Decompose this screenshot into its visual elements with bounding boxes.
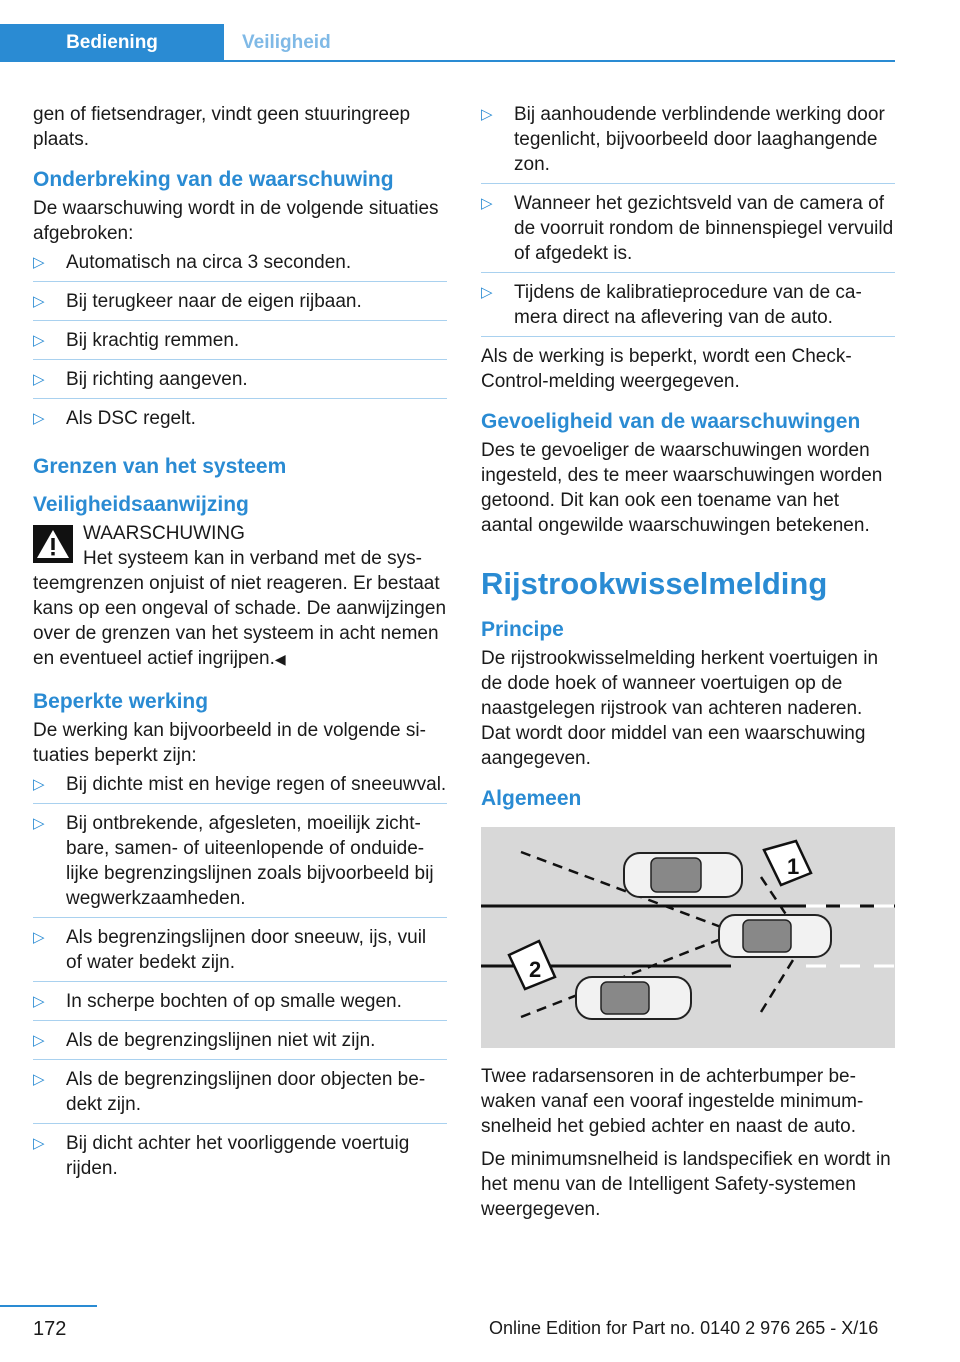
edition-footer: Online Edition for Part no. 0140 2 976 265 - X/16	[489, 1318, 879, 1338]
paragraph-minimumsnelheid: De minimumsnelheid is landspecifiek en wordt in het menu van de Intelligent Safety-systemen weergegeven.	[481, 1149, 891, 1220]
list-item: ▷ Tijdens de kalibratieprocedure van de camera direct na aflevering van de auto.	[481, 280, 895, 337]
intro-text: gen of fietsendrager, vindt geen stuuringreep plaats.	[33, 104, 411, 150]
list-item: ▷ Bij krachtig remmen.	[33, 328, 447, 360]
list-item: ▷ Wanneer het gezichtsveld van de camera of de voorruit rondom de binnenspiegel vervuild of afgedekt is.	[481, 191, 895, 273]
header-rule	[0, 60, 895, 62]
svg-text:1: 1	[787, 854, 800, 879]
list-onderbreking	[33, 250, 447, 437]
warning-title: WAARSCHUWING	[83, 523, 245, 544]
left-column	[33, 102, 447, 1194]
tab-veiligheid[interactable]: Veiligheid	[242, 32, 331, 53]
car-icon	[719, 915, 831, 957]
warning-text: Het systeem kan in verband met de systeemgrenzen onjuist of niet reageren. Er bestaat kans op een ongeval of schade. De aanwijzingen over de grenzen van het systeem in acht nemen en eventueel actief ingrijpen.	[33, 548, 447, 669]
list-item: ▷ Bij terugkeer naar de eigen rijbaan.	[33, 289, 447, 321]
end-mark-icon: ◀	[274, 651, 286, 667]
tab-bediening[interactable]: Bediening	[0, 24, 224, 62]
paragraph-radarsensoren: Twee radarsensoren in de achterbumper bewaken vanaf een vooraf ingestelde minimumsnelheid het gebied achter en naast de auto.	[481, 1066, 864, 1137]
list-item: ▷ Bij ontbrekende, afgesleten, moeilijk zichtbare, samen- of uiteenlopende of onduidelijke begrenzingslijnen zoals bijvoorbeeld bij wegwerkzaamheden.	[33, 811, 447, 918]
heading-onderbreking: Onderbreking van de waarschuwing	[33, 168, 394, 191]
list-beperkt	[33, 772, 447, 1187]
list-item: ▷ Bij dicht achter het voorliggende voertuig rijden.	[33, 1131, 447, 1187]
lane-change-illustration	[481, 827, 895, 1048]
list-item: ▷ Als begrenzingslijnen door sneeuw, ijs, vuil of water bedekt zijn.	[33, 925, 447, 982]
heading-grenzen: Grenzen van het systeem	[33, 455, 287, 478]
list-item: ▷ In scherpe bochten of op smalle wegen.	[33, 989, 447, 1021]
paragraph-situaties: De waarschuwing wordt in de volgende situaties afgebroken:	[33, 198, 439, 244]
chapter-tabs	[0, 0, 895, 62]
right-column	[481, 102, 895, 1230]
paragraph-check-control: Als de werking is beperkt, wordt een Check-Control-melding weergegeven.	[481, 346, 852, 392]
heading-algemeen: Algemeen	[481, 787, 582, 810]
page-number: 172	[33, 1318, 67, 1340]
list-item: ▷ Als DSC regelt.	[33, 406, 447, 437]
warning-block	[33, 521, 447, 672]
list-item: ▷ Als de begrenzingslijnen door objecten bedekt zijn.	[33, 1067, 447, 1124]
chapter-title: Rijstrookwisselmelding	[481, 566, 828, 601]
svg-text:2: 2	[529, 957, 542, 982]
heading-gevoeligheid: Gevoeligheid van de waarschuwingen	[481, 410, 861, 433]
list-item: ▷ Automatisch na circa 3 seconden.	[33, 250, 447, 282]
paragraph-beperkt: De werking kan bijvoorbeeld in de volgende situaties beperkt zijn:	[33, 720, 426, 766]
footer-rule	[0, 1305, 97, 1307]
heading-veiligheidsaanwijzing: Veiligheidsaanwijzing	[33, 493, 249, 516]
car-icon	[624, 853, 742, 897]
list-item: ▷ Als de begrenzingslijnen niet wit zijn.	[33, 1028, 447, 1060]
warning-triangle-icon	[33, 525, 73, 563]
paragraph-principe: De rijstrookwisselmelding herkent voertuigen in de dode hoek of wanneer voertuigen op de naastgelegen rijstrook van achteren naderen. Dat wordt door middel van een waarschuwing aangegeven.	[481, 648, 879, 769]
list-item: ▷ Bij aanhoudende verblindende werking door tegenlicht, bijvoorbeeld door laaghangende zon.	[481, 102, 895, 184]
list-item: ▷ Bij richting aangeven.	[33, 367, 447, 399]
list-beperkt-continued	[481, 102, 895, 337]
list-item: ▷ Bij dichte mist en hevige regen of sneeuwval.	[33, 772, 447, 804]
heading-beperkte-werking: Beperkte werking	[33, 690, 209, 713]
paragraph-gevoeligheid: Des te gevoeliger de waarschuwingen worden ingesteld, des te meer waarschuwingen worden getoond. Dit kan ook een toename van het aantal ongewilde waarschuwingen betekenen.	[481, 440, 883, 536]
heading-principe: Principe	[481, 618, 564, 641]
car-icon	[576, 977, 691, 1019]
